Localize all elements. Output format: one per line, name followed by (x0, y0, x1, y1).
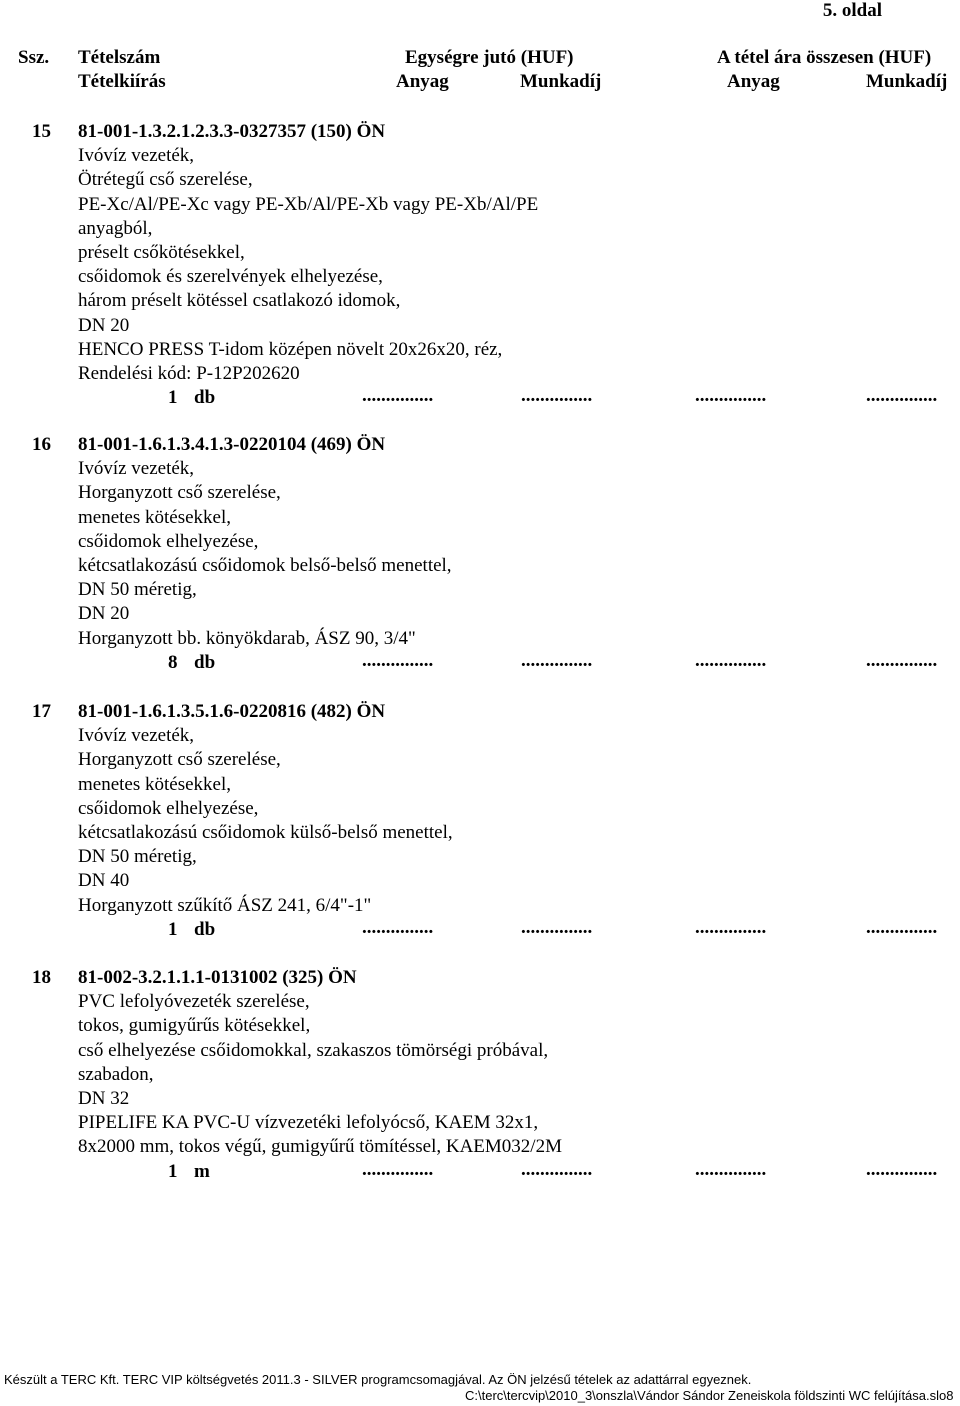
item-description-line: Horganyzott bb. könyökdarab, ÁSZ 90, 3/4" (78, 627, 416, 649)
item-code: 81-001-1.3.2.1.2.3.3-0327357 (150) ÖN (78, 121, 386, 142)
item-description-line: Rendelési kód: P-12P202620 (78, 363, 300, 384)
item-description-line: anyagból, (78, 217, 153, 239)
item-code: 81-002-3.2.1.1.1-0131002 (325) ÖN (78, 967, 357, 988)
item-description-line: cső elhelyezése csőidomokkal, szakaszos tömörségi próbával, (78, 1039, 549, 1061)
item-unit: db (194, 651, 216, 673)
blank-anyag-total: ............... (695, 916, 767, 938)
header-munkadij-total: Munkadíj (866, 71, 948, 92)
blank-munkadij-unit: ............... (521, 1158, 593, 1180)
item-description-line: csőidomok elhelyezése, (78, 797, 259, 819)
item-description-line: PVC lefolyóvezeték szerelése, (78, 991, 310, 1013)
item-description-line: menetes kötésekkel, (78, 506, 232, 528)
item-description-line: csőidomok és szerelvények elhelyezése, (78, 266, 383, 288)
item-code: 81-001-1.6.1.3.5.1.6-0220816 (482) ÖN (78, 701, 386, 722)
item-code: 81-001-1.6.1.3.4.1.3-0220104 (469) ÖN (78, 434, 386, 455)
item-unit: m (194, 1160, 210, 1182)
item-description-line: Ivóvíz vezeték, (78, 145, 195, 167)
item-quantity: 1 (168, 387, 178, 409)
item-quantity: 1 (168, 918, 178, 940)
item-quantity: 8 (168, 651, 178, 673)
item-quantity: 1 (168, 1160, 178, 1182)
item-description-line: három préselt kötéssel csatlakozó idomok, (78, 290, 401, 312)
item-description-line: csőidomok elhelyezése, (78, 530, 259, 552)
item-description-line: Horganyzott szűkítő ÁSZ 241, 6/4"-1" (78, 894, 372, 916)
blank-munkadij-unit: ............... (521, 649, 593, 671)
blank-anyag-total: ............... (695, 649, 767, 671)
item-description-line: Ivóvíz vezeték, (78, 458, 195, 480)
footer-path: C:\terc\tercvip\2010_3\onszla\Vándor Sándor Zeneiskola földszinti WC felújítása.slo8 (465, 1388, 954, 1403)
item-number: 15 (32, 121, 51, 142)
item-unit: db (194, 387, 216, 409)
header-anyag-unit: Anyag (396, 71, 449, 92)
blank-anyag-unit: ............... (362, 385, 434, 407)
item-description-line: Ötrétegű cső szerelése, (78, 169, 253, 191)
item-unit: db (194, 918, 216, 940)
item-description-line: szabadon, (78, 1063, 154, 1085)
item-description-line: DN 50 méretig, (78, 579, 197, 601)
blank-munkadij-total: ............... (866, 1158, 938, 1180)
blank-munkadij-total: ............... (866, 916, 938, 938)
blank-munkadij-total: ............... (866, 385, 938, 407)
blank-munkadij-total: ............... (866, 649, 938, 671)
item-description-line: Horganyzott cső szerelése, (78, 749, 281, 771)
header-munkadij-unit: Munkadíj (520, 71, 602, 92)
blank-anyag-total: ............... (695, 385, 767, 407)
header-egysegre: Egységre jutó (HUF) (405, 47, 574, 68)
item-description-line: DN 50 méretig, (78, 846, 197, 868)
item-description-line: DN 20 (78, 314, 130, 336)
item-number: 18 (32, 967, 51, 988)
item-description-line: PE-Xc/Al/PE-Xc vagy PE-Xb/Al/PE-Xb vagy PE-Xb/Al/PE (78, 193, 539, 215)
footer-note: Készült a TERC Kft. TERC VIP költségvetés 2011.3 - SILVER programcsomagjával. Az ÖN jelzésű tételek az adattárral egyeznek. (4, 1372, 752, 1387)
header-tetelszam: Tételszám (78, 47, 161, 68)
item-description-line: kétcsatlakozású csőidomok belső-belső menettel, (78, 555, 452, 576)
blank-munkadij-unit: ............... (521, 385, 593, 407)
item-description-line: DN 32 (78, 1088, 130, 1109)
item-description-line: DN 20 (78, 603, 130, 625)
blank-munkadij-unit: ............... (521, 916, 593, 938)
header-anyag-total: Anyag (727, 71, 780, 92)
blank-anyag-unit: ............... (362, 649, 434, 671)
item-number: 16 (32, 434, 51, 455)
item-description-line: kétcsatlakozású csőidomok külső-belső menettel, (78, 822, 453, 843)
header-osszesen: A tétel ára összesen (HUF) (717, 47, 932, 68)
item-description-line: PIPELIFE KA PVC-U vízvezetéki lefolyócső, KAEM 32x1, (78, 1112, 539, 1134)
header-ssz: Ssz. (18, 47, 50, 68)
item-description-line: menetes kötésekkel, (78, 773, 232, 795)
header-tetelkiiras: Tételkiírás (78, 71, 166, 92)
item-description-line: DN 40 (78, 870, 130, 892)
page-number: 5. oldal (822, 0, 882, 21)
blank-anyag-unit: ............... (362, 916, 434, 938)
item-description-line: Horganyzott cső szerelése, (78, 482, 281, 504)
blank-anyag-unit: ............... (362, 1158, 434, 1180)
item-description-line: Ivóvíz vezeték, (78, 725, 195, 747)
item-description-line: 8x2000 mm, tokos végű, gumigyűrű tömítéssel, KAEM032/2M (78, 1136, 562, 1158)
item-number: 17 (32, 701, 51, 722)
item-description-line: HENCO PRESS T-idom középen növelt 20x26x20, réz, (78, 338, 503, 360)
item-description-line: tokos, gumigyűrűs kötésekkel, (78, 1015, 311, 1037)
blank-anyag-total: ............... (695, 1158, 767, 1180)
item-description-line: préselt csőkötésekkel, (78, 242, 245, 263)
